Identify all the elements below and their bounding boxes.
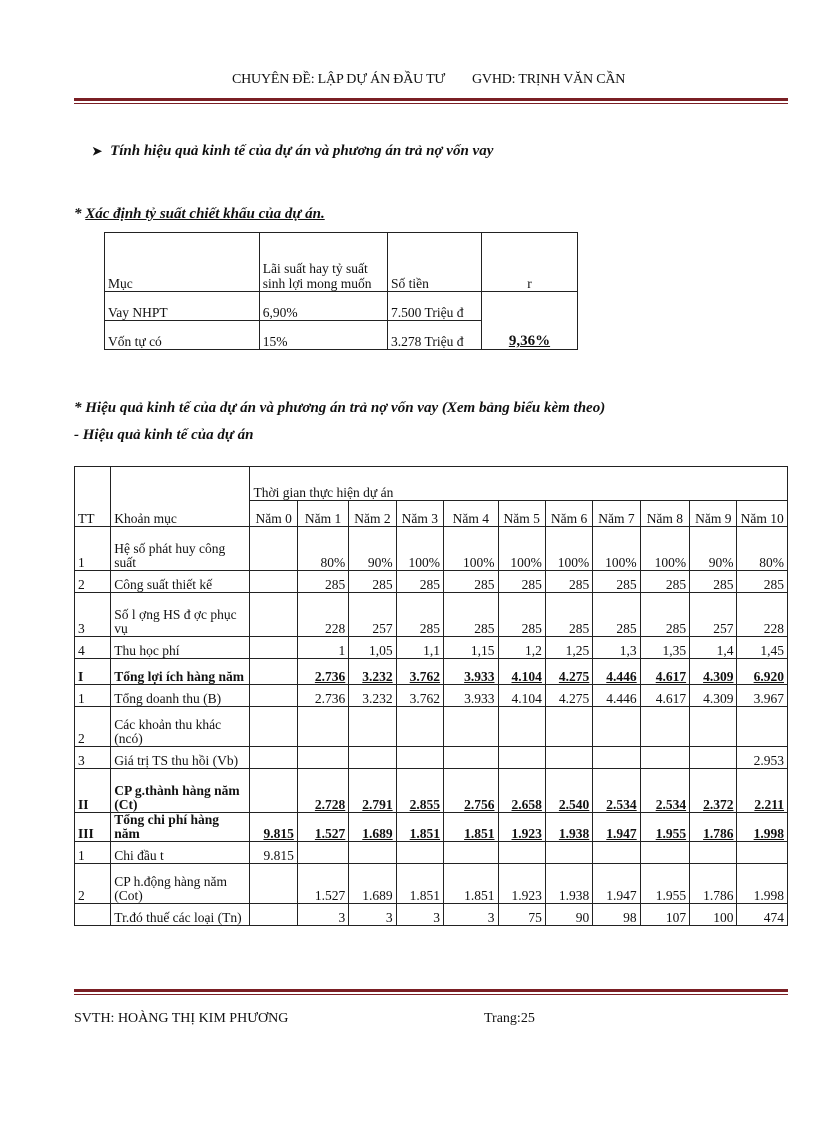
- year-header: Năm 6: [545, 501, 592, 527]
- row-tt: 3: [75, 747, 111, 769]
- value-cell: 1: [297, 637, 348, 659]
- row-item-name: Số l ợng HS đ ợc phục vụ: [111, 593, 250, 637]
- value-cell: 107: [640, 904, 689, 926]
- value-cell: 3.933: [444, 659, 498, 685]
- year-header: Năm 1: [297, 501, 348, 527]
- value-cell: [593, 707, 640, 747]
- value-cell: 2.736: [297, 659, 348, 685]
- value-cell: [349, 747, 396, 769]
- value-cell: 1.947: [593, 813, 640, 842]
- row-tt: [75, 904, 111, 926]
- table-row: [75, 659, 788, 685]
- year-header: Năm 0: [250, 501, 297, 527]
- value-cell: [297, 842, 348, 864]
- footer-rule: [74, 989, 788, 992]
- value-cell: 285: [498, 593, 545, 637]
- row-tt: 1: [75, 842, 111, 864]
- value-cell: 1.998: [737, 813, 788, 842]
- footer-student: SVTH: HOÀNG THỊ KIM PHƯƠNG: [74, 1011, 289, 1026]
- value-cell: [444, 842, 498, 864]
- discount-rate-title: * Xác định tỷ suất chiết khấu của dự án.: [74, 206, 325, 222]
- efficiency-subtitle: - Hiệu quả kinh tế của dự án: [74, 427, 254, 443]
- row-item-name: Chi đầu t: [111, 842, 250, 864]
- year-header: Năm 10: [737, 501, 788, 527]
- row-tt: 2: [75, 864, 111, 904]
- value-cell: 1,4: [690, 637, 737, 659]
- year-header: Năm 4: [444, 501, 498, 527]
- value-cell: 100%: [444, 527, 498, 571]
- section-title: ➤ Tính hiệu quả kinh tế của dự án và phương án trả nợ vốn vay: [92, 143, 494, 159]
- row-item-name: Hệ số phát huy công suất: [111, 527, 250, 571]
- header-time-span: Thời gian thực hiện dự án: [250, 467, 788, 501]
- value-cell: 3.762: [396, 659, 443, 685]
- value-cell: 285: [444, 593, 498, 637]
- discount-rate-table: [104, 232, 578, 350]
- value-cell: 285: [545, 571, 592, 593]
- value-cell: 4.446: [593, 659, 640, 685]
- value-cell: 100: [690, 904, 737, 926]
- value-cell: [250, 527, 297, 571]
- value-cell: 3: [444, 904, 498, 926]
- row-item-name: Tr.đó thuế các loại (Tn): [111, 904, 250, 926]
- value-cell: 3.232: [349, 685, 396, 707]
- value-cell: [250, 707, 297, 747]
- value-cell: [250, 637, 297, 659]
- value-cell: 1.851: [444, 864, 498, 904]
- value-cell: 90%: [349, 527, 396, 571]
- value-cell: 285: [640, 571, 689, 593]
- value-cell: [250, 904, 297, 926]
- value-cell: [545, 747, 592, 769]
- value-cell: 9.815: [250, 813, 297, 842]
- row-tt: 1: [75, 527, 111, 571]
- table-row: [75, 904, 788, 926]
- value-cell: 100%: [593, 527, 640, 571]
- value-cell: 1.947: [593, 864, 640, 904]
- value-cell: 2.756: [444, 769, 498, 813]
- rate-table-header: [105, 233, 578, 292]
- value-cell: 3: [396, 904, 443, 926]
- value-cell: 1.527: [297, 864, 348, 904]
- row-tt: 3: [75, 593, 111, 637]
- table-row: [75, 685, 788, 707]
- value-cell: [690, 747, 737, 769]
- value-cell: 4.309: [690, 685, 737, 707]
- value-cell: 2.953: [737, 747, 788, 769]
- value-cell: 1.689: [349, 864, 396, 904]
- rate-row-loan: [105, 292, 578, 321]
- value-cell: 285: [396, 571, 443, 593]
- row-item-name: Tổng lợi ích hàng năm: [111, 659, 250, 685]
- value-cell: 4.104: [498, 685, 545, 707]
- value-cell: 4.104: [498, 659, 545, 685]
- value-cell: 1,45: [737, 637, 788, 659]
- value-cell: 4.275: [545, 685, 592, 707]
- value-cell: 2.372: [690, 769, 737, 813]
- row-tt: 2: [75, 707, 111, 747]
- value-cell: [640, 747, 689, 769]
- value-cell: [498, 707, 545, 747]
- value-cell: 285: [444, 571, 498, 593]
- year-header: Năm 2: [349, 501, 396, 527]
- value-cell: [250, 769, 297, 813]
- table-row: [75, 527, 788, 571]
- value-cell: 285: [593, 571, 640, 593]
- value-cell: 285: [690, 571, 737, 593]
- efficiency-table: [74, 466, 788, 926]
- rate-cell: Vốn tự có: [105, 321, 260, 350]
- year-header: Năm 7: [593, 501, 640, 527]
- row-tt: 1: [75, 685, 111, 707]
- value-cell: [396, 707, 443, 747]
- value-cell: [297, 707, 348, 747]
- value-cell: 2.534: [640, 769, 689, 813]
- value-cell: 80%: [297, 527, 348, 571]
- row-tt: I: [75, 659, 111, 685]
- efficiency-title: * Hiệu quả kinh tế của dự án và phương án trả nợ vốn vay (Xem bảng biểu kèm theo): [74, 400, 606, 416]
- table-row: [75, 593, 788, 637]
- value-cell: 75: [498, 904, 545, 926]
- value-cell: 9.815: [250, 842, 297, 864]
- row-item-name: Công suất thiết kế: [111, 571, 250, 593]
- rate-cell: 6,90%: [259, 292, 387, 321]
- value-cell: 285: [297, 571, 348, 593]
- value-cell: 1.851: [444, 813, 498, 842]
- row-tt: 4: [75, 637, 111, 659]
- value-cell: 228: [737, 593, 788, 637]
- value-cell: 2.540: [545, 769, 592, 813]
- rate-header-r: r: [481, 233, 577, 292]
- value-cell: 98: [593, 904, 640, 926]
- value-cell: [250, 659, 297, 685]
- value-cell: 1.923: [498, 864, 545, 904]
- value-cell: 4.275: [545, 659, 592, 685]
- value-cell: 3.933: [444, 685, 498, 707]
- value-cell: 285: [396, 593, 443, 637]
- row-tt: II: [75, 769, 111, 813]
- value-cell: 285: [498, 571, 545, 593]
- value-cell: 2.211: [737, 769, 788, 813]
- row-item-name: Giá trị TS thu hồi (Vb): [111, 747, 250, 769]
- value-cell: [250, 593, 297, 637]
- table-row: [75, 813, 788, 842]
- value-cell: 1.938: [545, 813, 592, 842]
- row-tt: 2: [75, 571, 111, 593]
- value-cell: 4.617: [640, 685, 689, 707]
- value-cell: 90: [545, 904, 592, 926]
- value-cell: 257: [690, 593, 737, 637]
- year-header: Năm 8: [640, 501, 689, 527]
- value-cell: 2.855: [396, 769, 443, 813]
- value-cell: [444, 747, 498, 769]
- value-cell: [690, 842, 737, 864]
- value-cell: 285: [349, 571, 396, 593]
- value-cell: 1.851: [396, 864, 443, 904]
- row-item-name: Các khoản thu khác (ncó): [111, 707, 250, 747]
- rate-cell: 3.278 Triệu đ: [388, 321, 482, 350]
- value-cell: 2.728: [297, 769, 348, 813]
- value-cell: 80%: [737, 527, 788, 571]
- value-cell: 2.658: [498, 769, 545, 813]
- rate-r-value: 9,36%: [481, 292, 577, 350]
- value-cell: 3: [349, 904, 396, 926]
- value-cell: [250, 747, 297, 769]
- rate-header-amount: Số tiền: [388, 233, 482, 292]
- value-cell: 100%: [396, 527, 443, 571]
- value-cell: 4.309: [690, 659, 737, 685]
- table-row: [75, 571, 788, 593]
- value-cell: 474: [737, 904, 788, 926]
- value-cell: [737, 842, 788, 864]
- value-cell: 1.955: [640, 813, 689, 842]
- value-cell: 1.851: [396, 813, 443, 842]
- table-row: [75, 769, 788, 813]
- row-item-name: CP g.thành hàng năm (Ct): [111, 769, 250, 813]
- table-row: [75, 842, 788, 864]
- table-row: [75, 707, 788, 747]
- value-cell: 1.689: [349, 813, 396, 842]
- value-cell: 90%: [690, 527, 737, 571]
- value-cell: [640, 842, 689, 864]
- value-cell: 1.955: [640, 864, 689, 904]
- rate-header-item: Mục: [105, 233, 260, 292]
- header-tt: TT: [75, 467, 111, 527]
- value-cell: 1,25: [545, 637, 592, 659]
- value-cell: 2.534: [593, 769, 640, 813]
- table-row: [75, 747, 788, 769]
- rate-cell: 15%: [259, 321, 387, 350]
- row-item-name: CP h.động hàng năm (Cot): [111, 864, 250, 904]
- footer-page-number: Trang:25: [484, 1011, 535, 1026]
- value-cell: 100%: [498, 527, 545, 571]
- value-cell: 285: [545, 593, 592, 637]
- value-cell: [640, 707, 689, 747]
- value-cell: 100%: [545, 527, 592, 571]
- rate-cell: 7.500 Triệu đ: [388, 292, 482, 321]
- header-advisor: GVHD: TRỊNH VĂN CẦN: [472, 72, 626, 87]
- value-cell: 1.786: [690, 864, 737, 904]
- rate-header-interest: Lãi suất hay tỷ suất sinh lợi mong muốn: [259, 233, 387, 292]
- value-cell: 1,05: [349, 637, 396, 659]
- value-cell: 4.446: [593, 685, 640, 707]
- value-cell: 1,3: [593, 637, 640, 659]
- row-item-name: Thu học phí: [111, 637, 250, 659]
- value-cell: [593, 842, 640, 864]
- value-cell: [593, 747, 640, 769]
- value-cell: 1,35: [640, 637, 689, 659]
- header-rule: [74, 98, 788, 101]
- value-cell: 2.791: [349, 769, 396, 813]
- value-cell: [349, 707, 396, 747]
- value-cell: [498, 747, 545, 769]
- value-cell: 3.232: [349, 659, 396, 685]
- value-cell: 3.967: [737, 685, 788, 707]
- value-cell: 1.786: [690, 813, 737, 842]
- row-item-name: Tổng chi phí hàng năm: [111, 813, 250, 842]
- header-topic: CHUYÊN ĐỀ: LẬP DỰ ÁN ĐẦU TƯ: [232, 72, 446, 87]
- value-cell: [737, 707, 788, 747]
- value-cell: 1.923: [498, 813, 545, 842]
- row-tt: III: [75, 813, 111, 842]
- value-cell: [396, 747, 443, 769]
- value-cell: [349, 842, 396, 864]
- value-cell: 2.736: [297, 685, 348, 707]
- header-item: Khoản mục: [111, 467, 250, 527]
- year-header: Năm 5: [498, 501, 545, 527]
- value-cell: [690, 707, 737, 747]
- value-cell: [250, 864, 297, 904]
- value-cell: [250, 571, 297, 593]
- value-cell: 285: [640, 593, 689, 637]
- value-cell: 1,1: [396, 637, 443, 659]
- value-cell: 285: [737, 571, 788, 593]
- value-cell: [545, 707, 592, 747]
- value-cell: [545, 842, 592, 864]
- footer-rule-thin: [74, 994, 788, 995]
- value-cell: [297, 747, 348, 769]
- value-cell: 1,15: [444, 637, 498, 659]
- value-cell: 228: [297, 593, 348, 637]
- table-row: [75, 864, 788, 904]
- value-cell: 285: [593, 593, 640, 637]
- value-cell: [498, 842, 545, 864]
- value-cell: 3: [297, 904, 348, 926]
- value-cell: [250, 685, 297, 707]
- value-cell: 4.617: [640, 659, 689, 685]
- value-cell: [396, 842, 443, 864]
- arrow-bullet-icon: ➤: [92, 144, 103, 158]
- value-cell: 3.762: [396, 685, 443, 707]
- value-cell: 1.527: [297, 813, 348, 842]
- page-header: [0, 72, 816, 96]
- value-cell: 6.920: [737, 659, 788, 685]
- value-cell: 1.938: [545, 864, 592, 904]
- year-header: Năm 9: [690, 501, 737, 527]
- value-cell: 100%: [640, 527, 689, 571]
- value-cell: 1.998: [737, 864, 788, 904]
- value-cell: 257: [349, 593, 396, 637]
- table-row: [75, 637, 788, 659]
- row-item-name: Tổng doanh thu (B): [111, 685, 250, 707]
- value-cell: [444, 707, 498, 747]
- rate-cell: Vay NHPT: [105, 292, 260, 321]
- header-rule-thin: [74, 103, 788, 104]
- year-header: Năm 3: [396, 501, 443, 527]
- value-cell: 1,2: [498, 637, 545, 659]
- table-header-top: [75, 467, 788, 501]
